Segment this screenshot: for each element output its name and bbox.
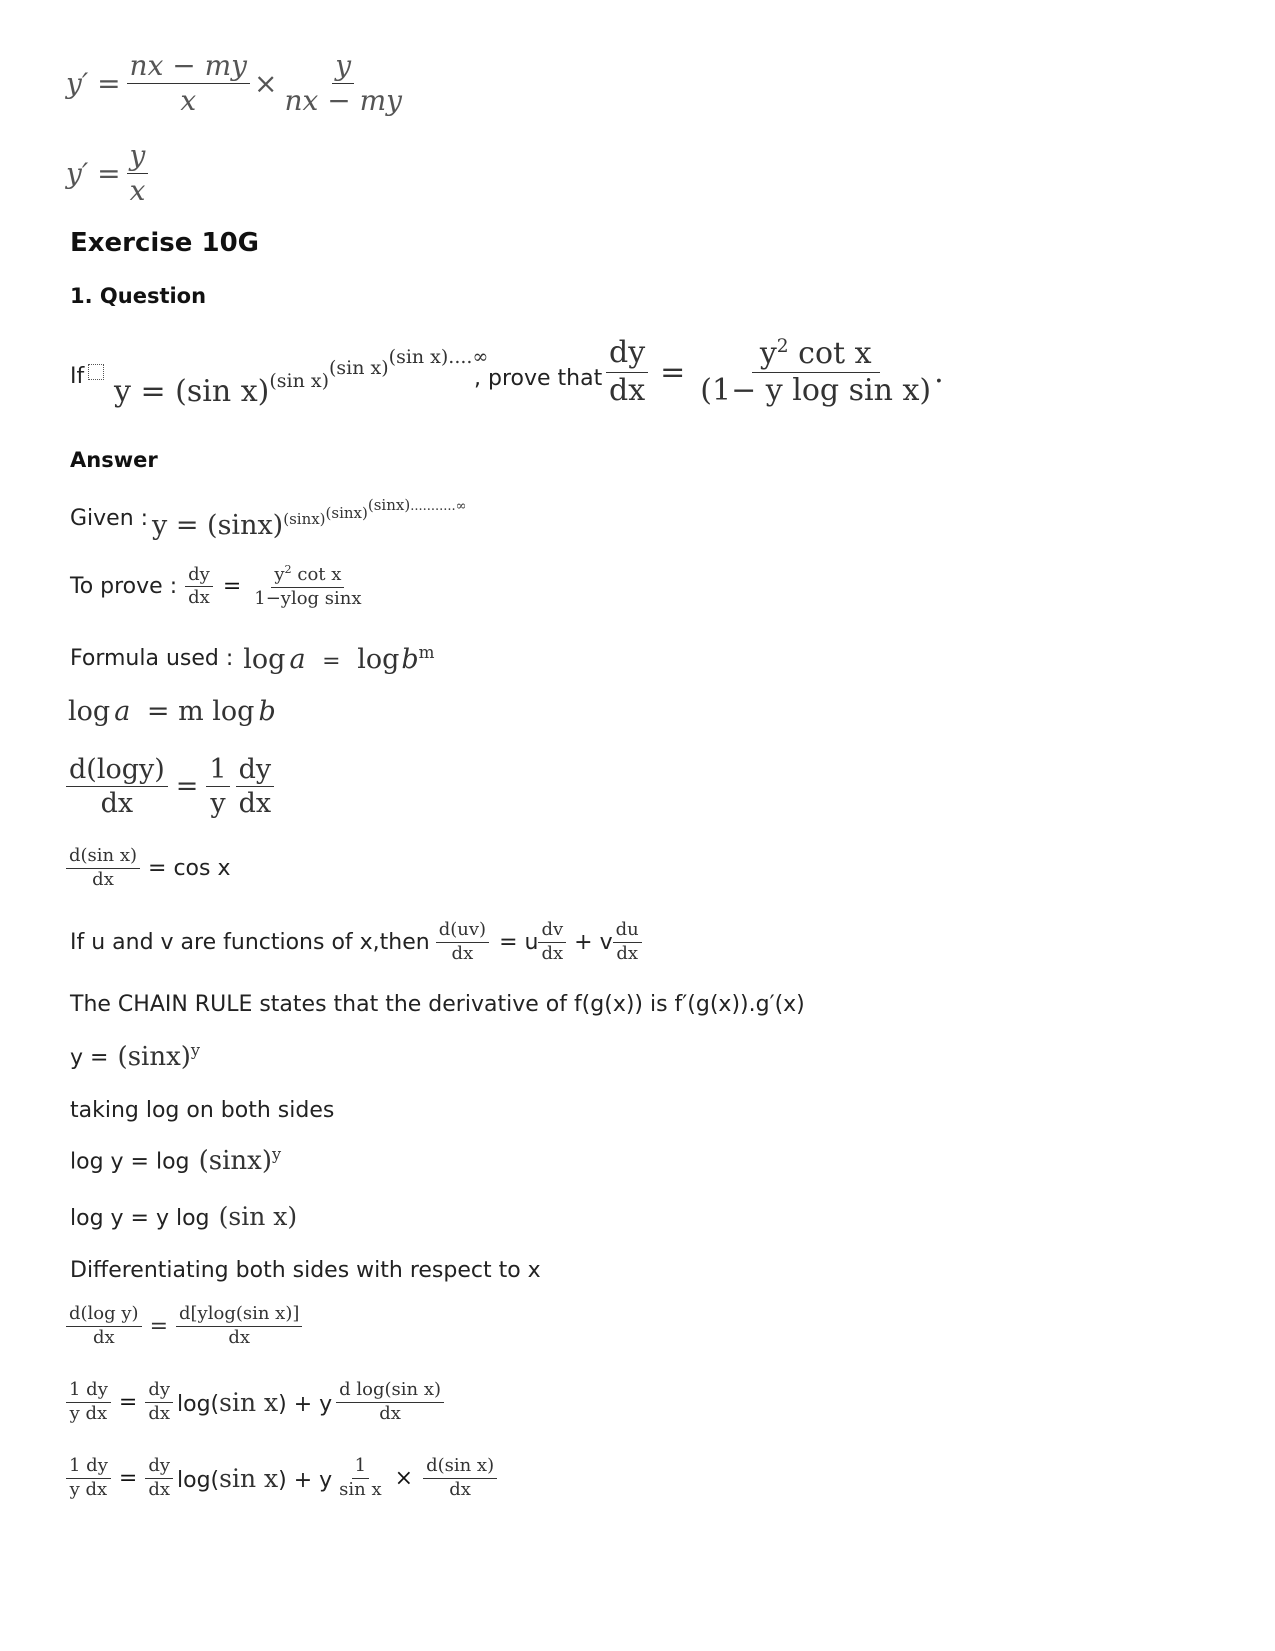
fraction: $\frac{\text{d(sin x)}}{dx}$: [423, 1456, 497, 1500]
fraction: $\frac{dv}{dx}$: [538, 920, 566, 964]
fraction: $\frac{d(uv)}{dx}$: [436, 920, 489, 964]
fraction-dy-dx: $\frac{dy}{dx}$: [606, 336, 648, 408]
fraction: $\frac{du}{dx}$: [613, 920, 642, 964]
fraction: $\frac{\text{d(log y)}}{dx}$: [66, 1304, 142, 1348]
product-rule-line: If u and v are functions of x,then $\frac{d(uv)}{dx}$ = u $\frac{dv}{dx}$ + v $\frac{du}{dx}$: [70, 920, 642, 964]
fraction: $\frac{\text{d log(sin x)}}{dx}$: [336, 1380, 444, 1424]
fraction-rhs: $\frac{y^2 \cot x}{\text{1−ylog sinx}}$: [254, 563, 362, 609]
fraction: $\frac{dy}{dx}$: [236, 754, 275, 819]
formula-log-derivative: $\frac{d(\log y)}{dx}$ = $\frac{1}{y}$ $\frac{dy}{dx}$: [66, 754, 274, 819]
fraction: $\frac{1}{\text{sin x}}$: [339, 1455, 382, 1500]
step-derivative-2: $\frac{1 dy}{\text{y dx}}$ = $\frac{dy}{dx}$ log(sin x) + y $\frac{\text{d log(sin x)}}{dx}$: [66, 1380, 444, 1424]
step-log-1: $\log y = \log (\sin x)^y$: [70, 1144, 282, 1176]
equation-lhs: y′ =: [66, 157, 121, 191]
to-prove-label: To prove :: [70, 574, 178, 600]
question-heading: 1. Question: [70, 284, 207, 308]
fraction: [127, 50, 250, 117]
step-y-power: $y = (\sin x)^y$: [70, 1040, 201, 1072]
numerator: y: [127, 140, 149, 174]
equation-line-2: [66, 140, 148, 207]
differentiating-text: Differentiating both sides with respect to x: [70, 1258, 541, 1283]
broken-image-icon: [88, 364, 104, 380]
answer-heading: Answer: [70, 448, 158, 472]
step-derivative-1: $\frac{\text{d(log y)}}{dx}$ = $\frac{\text{d[ylog(sin x)]}}{dx}$: [66, 1304, 302, 1348]
numerator: y: [332, 50, 354, 84]
formula-used-line: Formula used : log a = logb$^m$: [70, 642, 435, 675]
fraction: $\frac{dy}{dx}$: [145, 1380, 173, 1424]
taking-log-text: taking log on both sides: [70, 1098, 335, 1123]
fraction: [127, 140, 149, 207]
denominator: x: [180, 84, 197, 118]
denominator: x: [129, 174, 146, 208]
given-line: [70, 488, 670, 548]
denominator: nx − my: [284, 84, 402, 118]
fraction: $\frac{\text{d[ylog(sin x)]}}{dx}$: [176, 1304, 302, 1348]
times-sign: ×: [254, 67, 278, 101]
formula-used-label: Formula used :: [70, 646, 234, 671]
question-y-expression: y = (sin x)$^{(sin x)(sin x)(sin x)....\infty}$: [114, 346, 489, 409]
given-label: Given :: [70, 506, 149, 531]
fraction: [281, 50, 404, 117]
exercise-title: Exercise 10G: [70, 228, 259, 258]
question-if-label: If: [70, 364, 104, 389]
to-prove-line: To prove : $\frac{dy}{dx}$ = $\frac{y^2 \cot x}{\text{1−ylog sinx}}$: [70, 564, 365, 609]
prove-that-label: , prove that: [474, 366, 603, 391]
step-log-2: log y = y log (sin x): [70, 1202, 298, 1231]
numerator: nx − my: [127, 50, 250, 84]
fraction: $\frac{d(\log y)}{dx}$: [66, 754, 168, 819]
question-target-equation: $\frac{dy}{dx}$ = $\frac{y^2 \cot x}{\text{(1− y log sin x)}}$ .: [606, 336, 944, 408]
formula-sin-derivative: $\frac{\text{d(sin x)}}{dx}$ = cos x: [66, 846, 231, 890]
step-derivative-3: $\frac{1 dy}{\text{y dx}}$ = $\frac{dy}{dx}$ log(sin x) + y $\frac{1}{\text{sin x}}$ × $\frac{\text{d(sin x)}}{dx}$: [66, 1456, 497, 1500]
fraction: $\frac{1}{y}$: [206, 754, 229, 819]
given-expression: $y = (\sin x)^{(sinx)(sinx)(sinx)...........\infty}$: [152, 496, 467, 541]
fraction: $\frac{1 dy}{\text{y dx}}$: [66, 1456, 111, 1500]
fraction: $\frac{dy}{dx}$: [145, 1456, 173, 1500]
equation-lhs: y′ =: [66, 67, 121, 101]
fraction-rhs: $\frac{y^2 \cot x}{\text{(1− y log sin x)}}$: [700, 336, 932, 408]
fraction: $\frac{\text{d(sin x)}}{dx}$: [66, 846, 140, 890]
product-rule-text: If u and v are functions of x,then: [70, 929, 430, 955]
fraction-dy-dx: $\frac{dy}{dx}$: [185, 565, 213, 609]
chain-rule-statement: The CHAIN RULE states that the derivative of f(g(x)) is f′(g(x)).g′(x): [70, 992, 805, 1017]
formula-log-power: log a = m log b: [68, 696, 276, 727]
fraction: $\frac{1 dy}{\text{y dx}}$: [66, 1380, 111, 1424]
equation-line-1: [66, 50, 405, 117]
